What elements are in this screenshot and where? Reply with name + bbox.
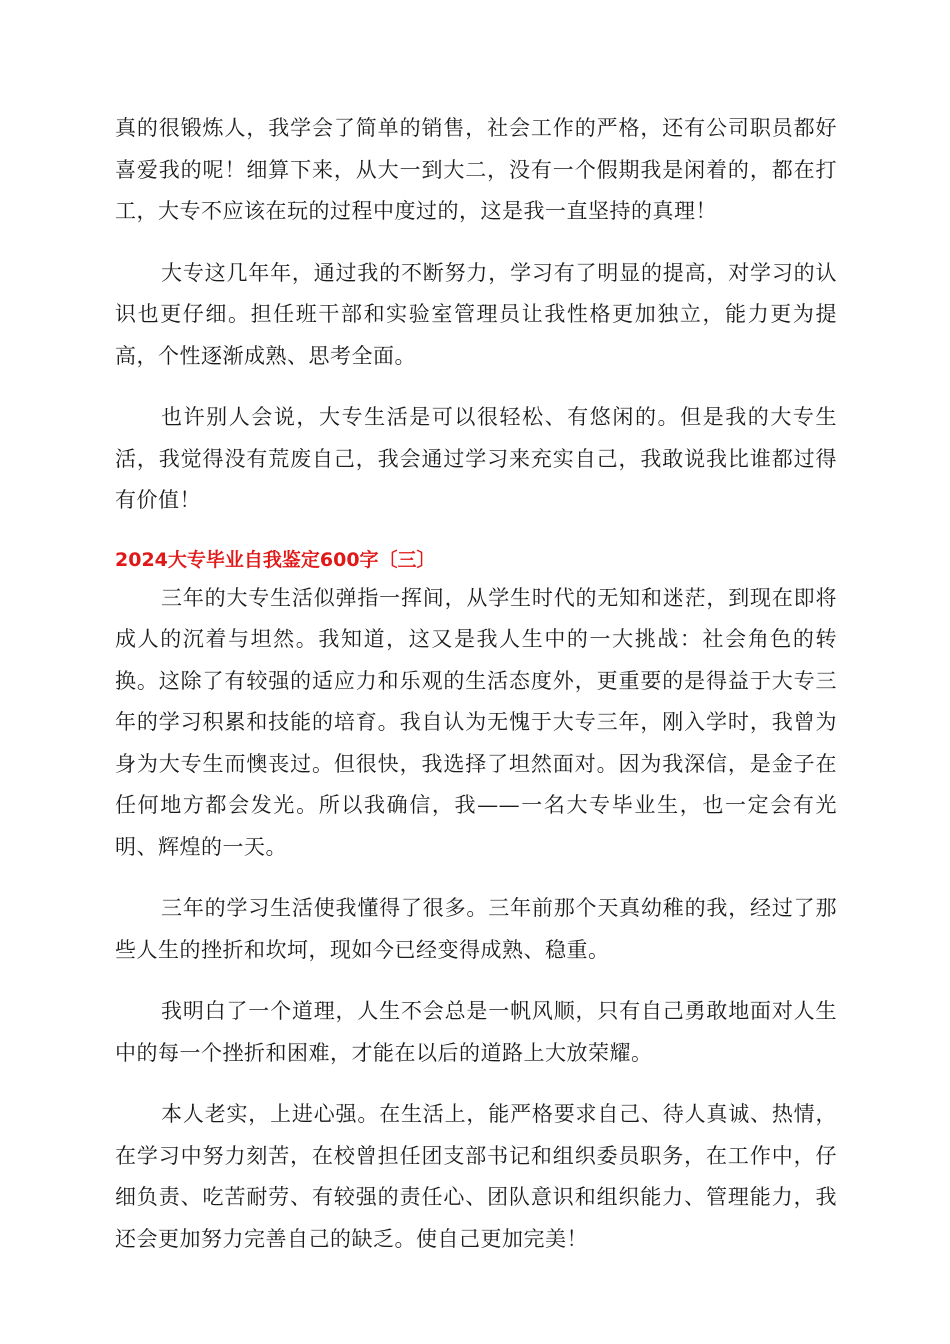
paragraph: 本人老实，上进心强。在生活上，能严格要求自己、待人真诚、热情，在学习中努力刻苦，在校曾担任团支部书记和组织委员职务，在工作中，仔细负责、吃苦耐劳、有较强的责任心、团队意识和组织能力、管理能力，我还会更加努力完善自己的缺乏。使自己更加完美！ (115, 1102, 837, 1251)
paragraph: 三年的学习生活使我懂得了很多。三年前那个天真幼稚的我，经过了那些人生的挫折和坎坷，现如今已经变得成熟、稳重。 (115, 896, 837, 962)
document-page (115, 108, 837, 1280)
section-heading: 2024大专毕业自我鉴定600字〔三〕 (115, 548, 436, 571)
paragraph: 我明白了一个道理，人生不会总是一帆风顺，只有自己勇敢地面对人生中的每一个挫折和困难，才能在以后的道路上大放荣耀。 (115, 999, 837, 1065)
paragraph: 也许别人会说，大专生活是可以很轻松、有悠闲的。但是我的大专生活，我觉得没有荒废自己，我会通过学习来充实自己，我敢说我比谁都过得有价值！ (115, 405, 837, 512)
paragraph: 大专这几年年，通过我的不断努力，学习有了明显的提高，对学习的认识也更仔细。担任班干部和实验室管理员让我性格更加独立，能力更为提高，个性逐渐成熟、思考全面。 (115, 260, 837, 368)
paragraph-continued: 真的很锻炼人，我学会了简单的销售，社会工作的严格，还有公司职员都好喜爱我的呢！细算下来，从大一到大二，没有一个假期我是闲着的，都在打工，大专不应该在玩的过程中度过的，这是我一直坚持的真理！ (115, 116, 837, 223)
paragraph: 三年的大专生活似弹指一挥间，从学生时代的无知和迷茫，到现在即将成人的沉着与坦然。我知道，这又是我人生中的一大挑战：社会角色的转换。这除了有较强的适应力和乐观的生活态度外，更重要的是得益于大专三年的学习积累和技能的培育。我自认为无愧于大专三年，刚入学时，我曾为身为大专生而懊丧过。但很快，我选择了坦然面对。因为我深信，是金子在任何地方都会发光。所以我确信，我——一名大专毕业生，也一定会有光明、辉煌的一天。 (115, 585, 837, 859)
